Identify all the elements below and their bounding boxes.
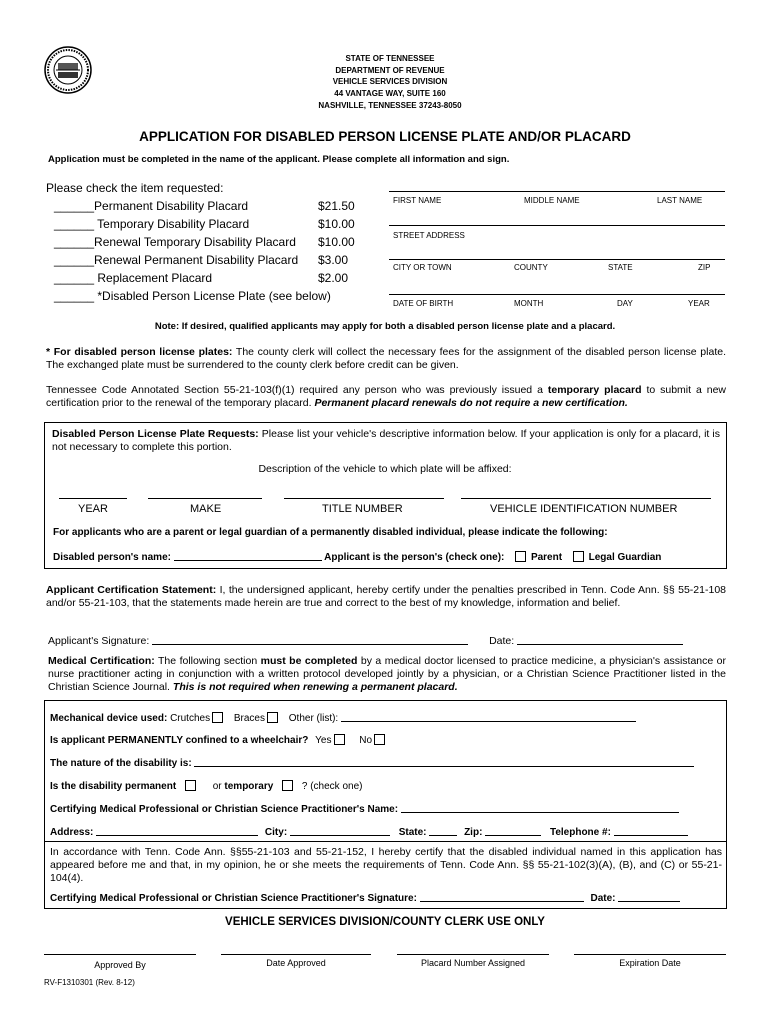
office-use-heading: VEHICLE SERVICES DIVISION/COUNTY CLERK USE ONLY (225, 916, 545, 928)
medical-text: The following section (158, 655, 258, 667)
plate-box-bold: Disabled Person License Plate Requests: (52, 428, 259, 440)
county-label: COUNTY (514, 263, 548, 272)
plates-text: The county clerk will collect the necessary fees for the assignment of the disabled person license plate. The exchanged plate must be surrendered to the county clerk before credit can be given. (46, 346, 726, 371)
medical-date-input[interactable] (618, 891, 680, 902)
check-one-label: ? (check one) (301, 781, 363, 792)
address-row (50, 825, 688, 838)
approved-by-label: Approved By (94, 960, 146, 970)
tca-bold: temporary placard (547, 384, 642, 396)
make-input-line[interactable] (148, 498, 262, 499)
header-line: NASHVILLE, TENNESSEE 37243-8050 (318, 100, 462, 110)
disabled-name-input[interactable] (174, 550, 322, 561)
divider (45, 841, 726, 842)
city-line[interactable] (389, 259, 725, 260)
applicant-signature-row (48, 634, 683, 647)
form-number: RV-F1310301 (Rev. 8-12) (44, 978, 135, 987)
yes-checkbox[interactable] (334, 734, 345, 745)
date-approved-line[interactable] (221, 954, 371, 955)
state-label: State: (398, 827, 427, 838)
other-input[interactable] (341, 711, 636, 722)
certification-paragraph (46, 584, 726, 610)
legal-guardian-label: Legal Guardian (588, 552, 662, 563)
braces-label: Braces (233, 713, 265, 724)
middle-name-label: MIDDLE NAME (524, 196, 580, 205)
last-name-label: LAST NAME (657, 196, 703, 205)
plate-box-text: Please list your vehicle's descriptive information below. If your application is only for a placard, it is not necessary to complete this portion. (52, 428, 720, 453)
note: Note: If desired, qualified applicants may apply for both a disabled person license plate and a placard. (154, 321, 616, 332)
col-title: TITLE NUMBER (322, 503, 403, 515)
guardian-line: For applicants who are a parent or legal guardian of a permanently disabled individual, please indicate the following: (53, 527, 608, 538)
applicant-is-label: Applicant is the person's (check one): (324, 552, 505, 563)
braces-checkbox[interactable] (267, 712, 278, 723)
applicant-signature-input[interactable] (152, 634, 468, 645)
cert-bold: Applicant Certification Statement: (46, 584, 217, 596)
applicant-signature-label: Applicant's Signature: (48, 635, 150, 647)
telephone-label: Telephone #: (549, 827, 611, 838)
no-checkbox[interactable] (374, 734, 385, 745)
plate-request-text (52, 428, 720, 454)
item-temporary[interactable]: ______ Temporary Disability Placard (54, 217, 250, 231)
state-label: STATE (608, 263, 633, 272)
item-price: $10.00 (318, 235, 355, 249)
medical-must: must be completed (260, 655, 358, 667)
other-label: Other (list): (288, 713, 339, 724)
first-name-label: FIRST NAME (393, 196, 442, 205)
col-vin: VEHICLE IDENTIFICATION NUMBER (490, 503, 678, 515)
item-renewal-temporary[interactable]: ______Renewal Temporary Disability Placard (54, 235, 296, 249)
device-row (50, 711, 636, 724)
col-make: MAKE (190, 503, 222, 515)
temporary-label: temporary (224, 781, 274, 792)
state-seal (44, 46, 92, 94)
vin-input-line[interactable] (461, 498, 711, 499)
month-label: MONTH (514, 299, 544, 308)
wheelchair-row (50, 734, 387, 746)
plates-bold: * For disabled person license plates: (46, 346, 233, 358)
medical-text: by a medical doctor licensed to practice medicine, a physician's assistance or nurse practitioner acting in conjunction with a written protocol developed jointly by a physician, or a Christian Science Practitioner listed in the Christian Science Journal. (48, 655, 727, 693)
plates-paragraph (46, 346, 726, 372)
crutches-label: Crutches (170, 713, 211, 724)
parent-checkbox[interactable] (515, 551, 526, 562)
rule (389, 191, 725, 192)
expiration-date-line[interactable] (574, 954, 726, 955)
header-line: VEHICLE SERVICES DIVISION (332, 77, 448, 87)
crutches-checkbox[interactable] (212, 712, 223, 723)
item-price: $10.00 (318, 217, 355, 231)
is-permanent-label: Is the disability permanent (50, 781, 177, 792)
items-heading: Please check the item requested: (46, 181, 224, 195)
temporary-checkbox[interactable] (282, 780, 293, 791)
dob-line[interactable] (389, 294, 725, 295)
items-list (54, 197, 355, 305)
street-label: STREET ADDRESS (393, 231, 465, 240)
item-price: $21.50 (318, 199, 355, 213)
zip-input[interactable] (485, 825, 541, 836)
or-label: or (212, 781, 222, 792)
col-year: YEAR (78, 503, 108, 515)
day-label: DAY (617, 299, 633, 308)
header-line: DEPARTMENT OF REVENUE (335, 65, 445, 75)
form-title: APPLICATION FOR DISABLED PERSON LICENSE PLATE AND/OR PLACARD (139, 129, 631, 144)
placard-number-label: Placard Number Assigned (420, 958, 526, 968)
zip-label: ZIP (698, 263, 711, 272)
item-price: $3.00 (318, 253, 349, 267)
item-renewal-permanent[interactable]: ______Renewal Permanent Disability Placard (54, 253, 299, 267)
telephone-input[interactable] (614, 825, 688, 836)
cert-text: I, the undersigned applicant, hereby certify under the penalties prescribed in Tenn. Code Ann. §§ 55-21-108 and/or 55-21-103, that the statements made herein are true and correct to the best of my knowledge, information and belief. (46, 584, 726, 609)
city-input[interactable] (290, 825, 390, 836)
medical-signature-row (50, 891, 680, 904)
yes-label: Yes (315, 735, 332, 746)
medical-bold-italic: This is not required when renewing a permanent placard. (172, 681, 458, 693)
legal-guardian-checkbox[interactable] (573, 551, 584, 562)
expiration-date-label: Expiration Date (619, 958, 681, 968)
medical-date-label: Date: (590, 893, 616, 904)
applicant-date-input[interactable] (517, 634, 683, 645)
year-input-line[interactable] (59, 498, 127, 499)
no-label: No (359, 735, 373, 746)
title-input-line[interactable] (284, 498, 444, 499)
vehicle-description-label: Description of the vehicle to which plate will be affixed: (258, 463, 512, 475)
dob-label: DATE OF BIRTH (393, 299, 454, 308)
header-line: STATE OF TENNESSEE (345, 54, 435, 63)
tca-bold-italic: Permanent placard renewals do not require a new certification. (314, 397, 628, 409)
applicant-date-label: Date: (489, 635, 515, 647)
disabled-name-row (53, 550, 661, 563)
tca-text: to submit a new certification prior to the renewal of the temporary placard. (46, 384, 727, 409)
medical-bold: Medical Certification: (48, 655, 155, 667)
nature-input[interactable] (194, 756, 694, 767)
header-line: 44 VANTAGE WAY, SUITE 160 (334, 89, 446, 99)
accordance-paragraph: In accordance with Tenn. Code Ann. §§55-21-103 and 55-21-152, I hereby certify that the disabled individual named in this application has appeared before me and that, in my opinion, he or she meets the requirements of Tenn. Code Ann. §§ 55-21-102(3)(A), (B), and (C) or 55-21-104(4). (50, 846, 722, 884)
address-input[interactable] (96, 825, 258, 836)
medical-paragraph (48, 655, 726, 694)
city-label: CITY OR TOWN (393, 263, 452, 272)
medical-signature-label: Certifying Medical Professional or Christian Science Practitioner's Signature: (50, 893, 417, 904)
item-permanent[interactable]: ______Permanent Disability Placard (54, 199, 249, 213)
disabled-name-label: Disabled person's name: (53, 552, 171, 563)
certifying-name-row (50, 802, 679, 815)
nature-label: The nature of the disability is: (50, 758, 192, 769)
item-license-plate[interactable]: ______ *Disabled Person License Plate (see below) (54, 289, 331, 303)
tca-paragraph (46, 384, 726, 410)
parent-label: Parent (530, 552, 563, 563)
state-input[interactable] (429, 825, 457, 836)
placard-number-line[interactable] (397, 954, 549, 955)
certifying-name-label: Certifying Medical Professional or Christian Science Practitioner's Name: (50, 804, 399, 815)
wheelchair-label: Is applicant PERMANENTLY confined to a wheelchair? (50, 735, 309, 746)
agency-header (260, 53, 520, 112)
permanent-checkbox[interactable] (185, 780, 196, 791)
item-replacement[interactable]: ______ Replacement Placard (54, 271, 213, 285)
year-label: YEAR (688, 299, 710, 308)
permanent-row (50, 780, 362, 792)
approved-by-line[interactable] (44, 954, 196, 955)
tca-text: Tennessee Code Annotated Section 55-21-103(f)(1) required any person who was previously issued a (46, 384, 543, 396)
city-label: City: (264, 827, 288, 838)
instructions: Application must be completed in the name of the applicant. Please complete all information and sign. (48, 154, 510, 165)
certifying-name-input[interactable] (401, 802, 679, 813)
item-price: $2.00 (318, 271, 349, 285)
street-line[interactable] (389, 225, 725, 226)
zip-label: Zip: (464, 827, 483, 838)
address-label: Address: (50, 827, 94, 838)
device-label: Mechanical device used: (50, 713, 168, 724)
date-approved-label: Date Approved (266, 958, 326, 968)
nature-row (50, 756, 694, 769)
medical-signature-input[interactable] (420, 891, 584, 902)
